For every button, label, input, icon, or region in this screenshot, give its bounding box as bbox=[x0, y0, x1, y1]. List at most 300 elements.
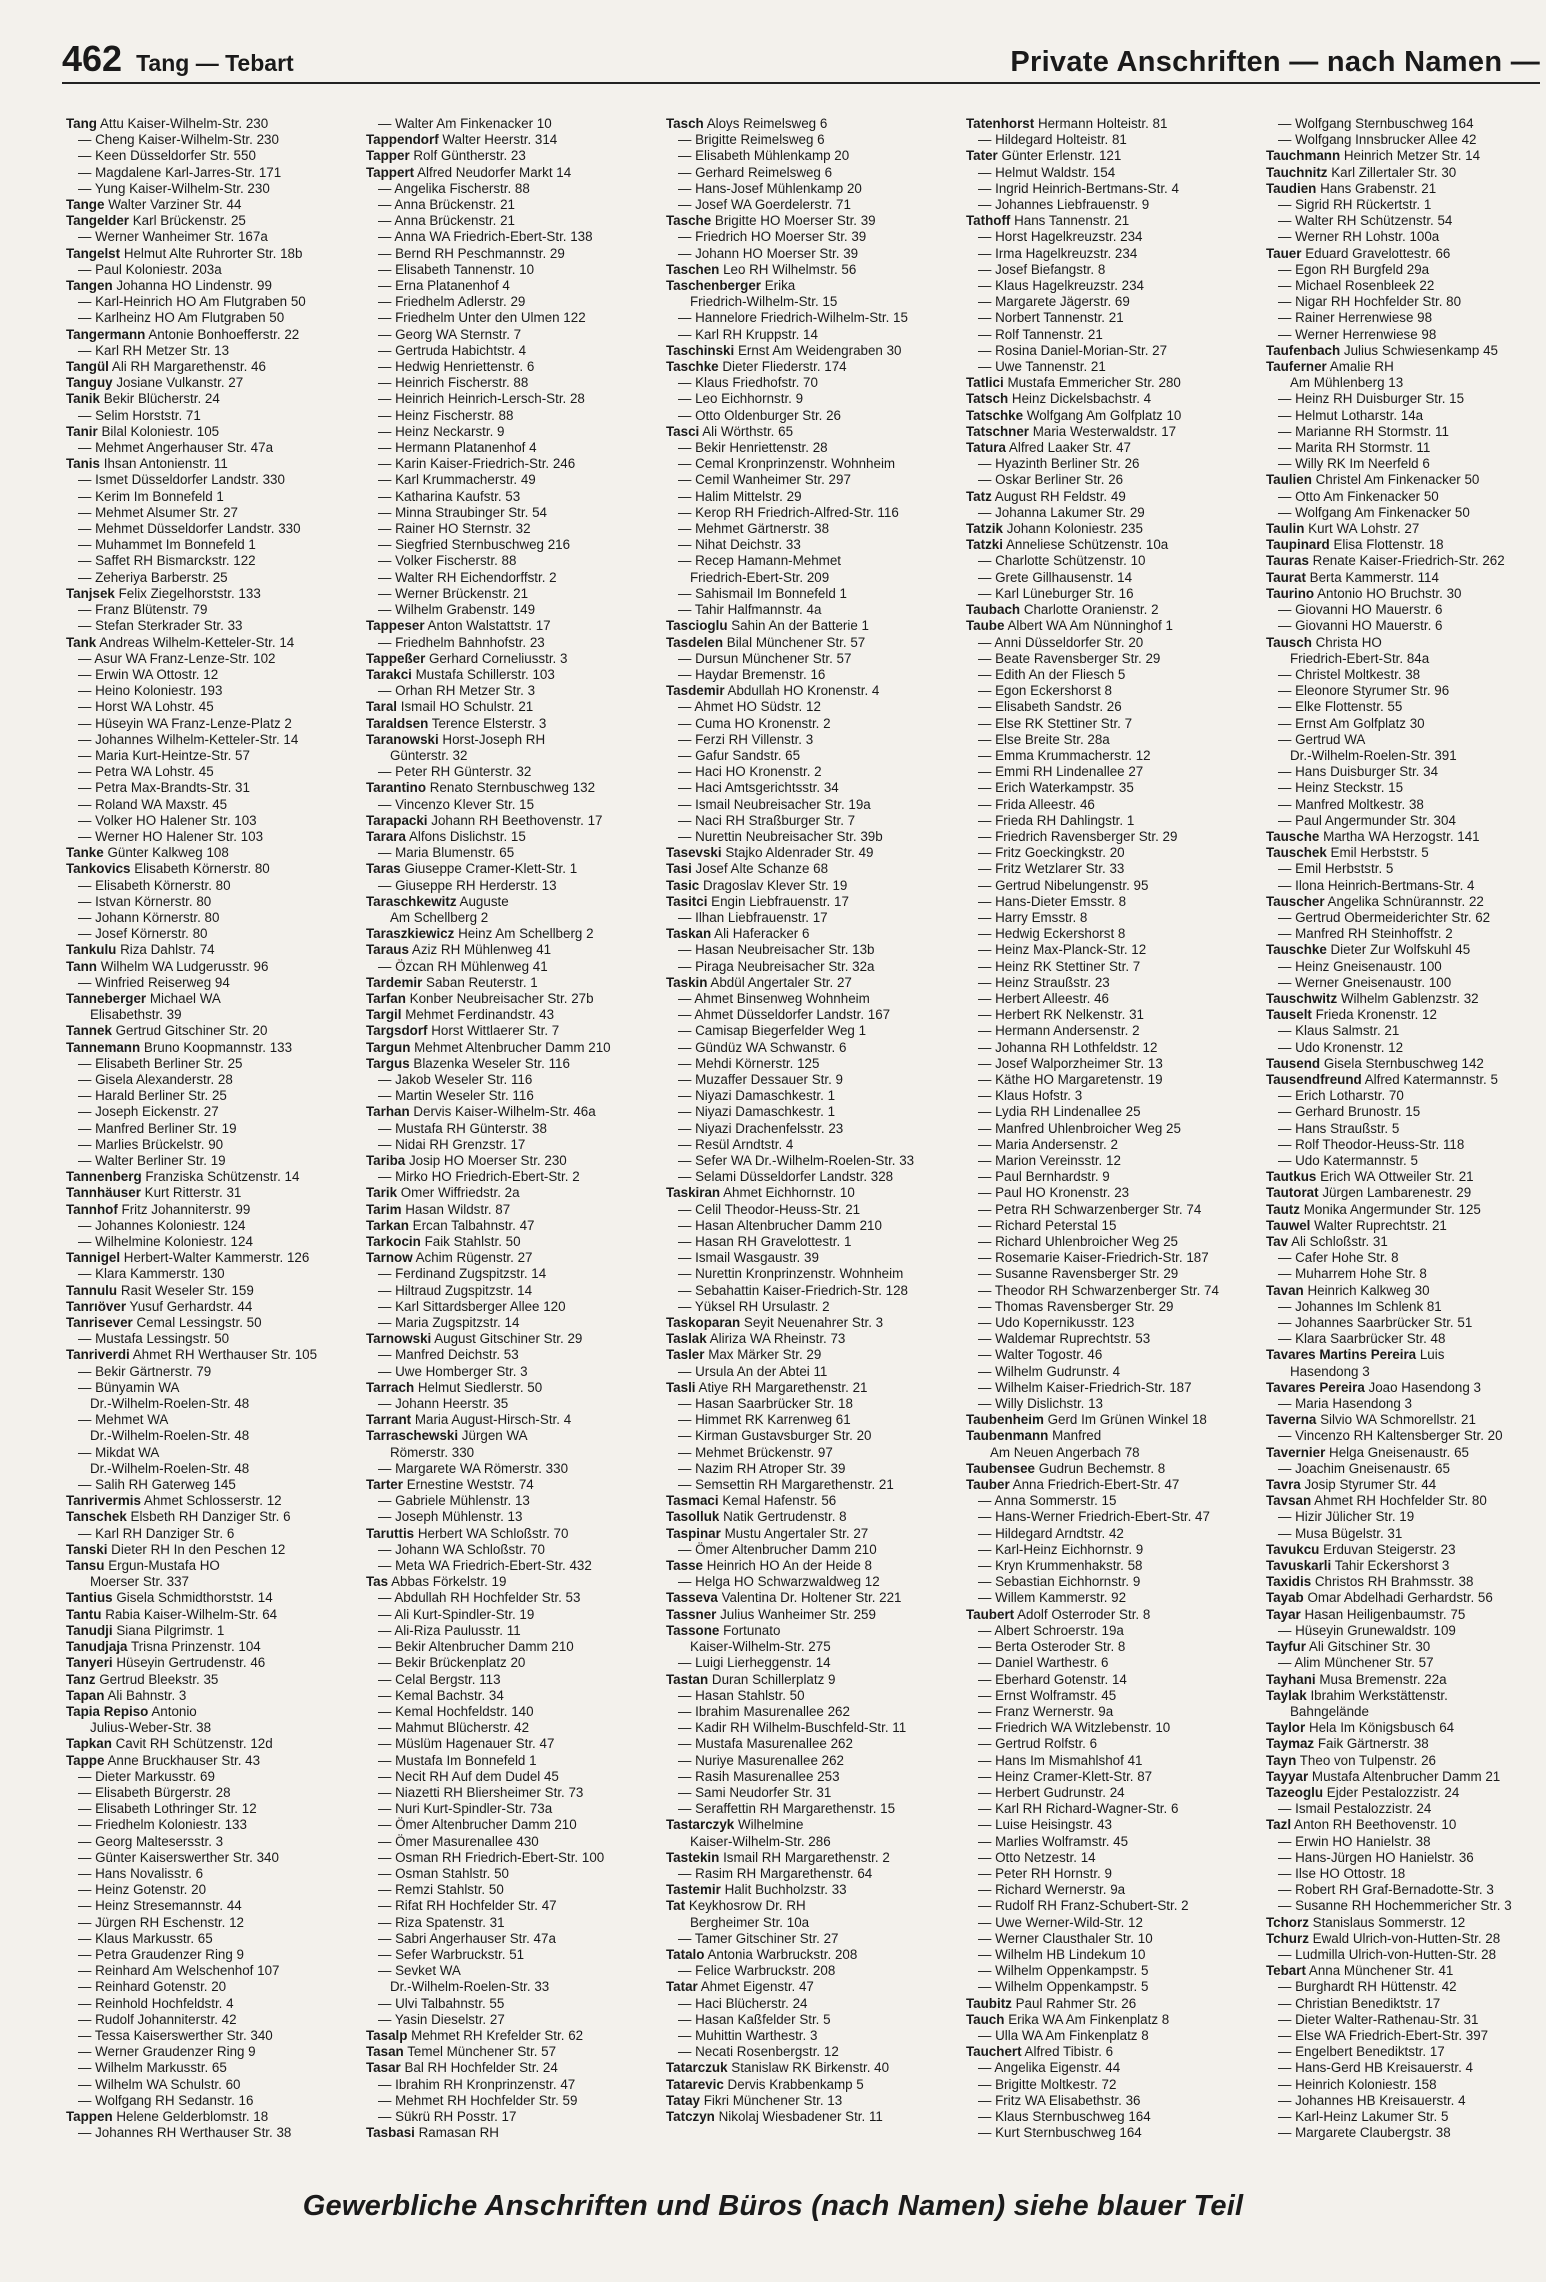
directory-entry bbox=[66, 991, 350, 1007]
entry-text: — Horst WA Lohstr. 45 bbox=[78, 699, 214, 715]
directory-entry bbox=[366, 1574, 650, 1590]
directory-entry bbox=[966, 618, 1250, 634]
surname: Tauwel bbox=[1266, 1217, 1311, 1233]
entry-text: — Dursun Münchener Str. 57 bbox=[678, 650, 852, 666]
entry-text: — Nidai RH Grenzstr. 17 bbox=[378, 1136, 526, 1152]
directory-entry bbox=[966, 1769, 1250, 1785]
directory-entry bbox=[666, 2012, 950, 2028]
entry-text: — Wolfgang RH Sedanstr. 16 bbox=[78, 2092, 254, 2108]
directory-entry bbox=[966, 278, 1250, 294]
directory-entry bbox=[966, 1639, 1250, 1655]
directory-entry bbox=[366, 1380, 650, 1396]
surname: Tarraschewski bbox=[366, 1428, 459, 1444]
directory-entry bbox=[666, 1250, 950, 1266]
entry-text: — Hermann Platanenhof 4 bbox=[378, 440, 537, 456]
entry-text: — Johannes HB Kreisauerstr. 4 bbox=[1278, 2092, 1466, 2108]
directory-entry bbox=[366, 2109, 650, 2125]
surname: Tasche bbox=[666, 213, 712, 229]
directory-entry bbox=[966, 1234, 1250, 1250]
entry-text: — Siegfried Sternbuschweg 216 bbox=[378, 537, 571, 553]
entry-text: — Sebastian Eichhornstr. 9 bbox=[978, 1574, 1141, 1590]
surname: Tassner bbox=[666, 1606, 717, 1622]
entry-text: Helmut Alte Ruhrorter Str. 18b bbox=[123, 245, 303, 261]
header-left bbox=[62, 38, 294, 80]
surname: Tasan bbox=[366, 2044, 404, 2060]
surname: Tarnow bbox=[366, 1250, 413, 1266]
entry-text: — Karl-Heinrich HO Am Flutgraben 50 bbox=[78, 294, 306, 310]
entry-text: — Heinz RK Stettiner Str. 7 bbox=[978, 958, 1141, 974]
directory-entry bbox=[1266, 489, 1546, 505]
entry-text: — Kerim Im Bonnefeld 1 bbox=[78, 488, 224, 504]
directory-entry bbox=[366, 1769, 650, 1785]
directory-entry bbox=[66, 1299, 350, 1315]
entry-text: — Margarete WA Römerstr. 330 bbox=[378, 1460, 569, 1476]
entry-text: — Niazetti RH Bliersheimer Str. 73 bbox=[378, 1784, 584, 1800]
entry-text: — Egon RH Burgfeld 29a bbox=[1278, 261, 1430, 277]
directory-entry bbox=[966, 1072, 1250, 1088]
entry-text: Anna Friedrich-Ebert-Str. 47 bbox=[1012, 1477, 1180, 1493]
surname: Tappe bbox=[66, 1752, 105, 1768]
directory-entry bbox=[66, 797, 350, 813]
surname: Tarik bbox=[366, 1185, 398, 1201]
surname: Tapper bbox=[366, 148, 410, 164]
directory-entry bbox=[366, 1088, 650, 1104]
entry-text: — Hildegard Arndtstr. 42 bbox=[978, 1525, 1124, 1541]
entry-text: — Werner Clausthaler Str. 10 bbox=[978, 1930, 1153, 1946]
entry-text: Hüseyin Gertrudenstr. 46 bbox=[116, 1655, 266, 1671]
directory-entry bbox=[1266, 246, 1546, 262]
directory-entry bbox=[366, 1655, 650, 1671]
directory-entry bbox=[666, 1331, 950, 1347]
entry-text: Fikri Münchener Str. 13 bbox=[703, 2092, 843, 2108]
surname: Tautorat bbox=[1266, 1185, 1319, 1201]
directory-entry bbox=[66, 861, 350, 877]
entry-text: Saban Reuterstr. 1 bbox=[426, 974, 538, 990]
surname: Tanudjaja bbox=[66, 1639, 128, 1655]
entry-text: — Friedhelm Unter den Ulmen 122 bbox=[378, 310, 586, 326]
entry-text: Brigitte HO Moerser Str. 39 bbox=[714, 213, 876, 229]
entry-text: — Klaus Friedhofstr. 70 bbox=[678, 375, 818, 391]
entry-text: — Mehmet WA bbox=[78, 1412, 169, 1428]
directory-entry bbox=[666, 1153, 950, 1169]
directory-entry bbox=[66, 959, 350, 975]
surname: Tasevski bbox=[666, 845, 722, 861]
directory-entry bbox=[666, 343, 950, 359]
entry-text: — Elisabeth Körnerstr. 80 bbox=[78, 877, 231, 893]
entry-text: — Johann WA Schloßstr. 70 bbox=[378, 1541, 545, 1557]
entry-text: Walter Ruprechtstr. 21 bbox=[1314, 1217, 1447, 1233]
surname: Tatenhorst bbox=[966, 116, 1035, 131]
entry-text: — Vincenzo RH Kaltensberger Str. 20 bbox=[1278, 1428, 1503, 1444]
directory-entry bbox=[1266, 2028, 1546, 2044]
entry-text: — Burghardt RH Hüttenstr. 42 bbox=[1278, 1979, 1457, 1995]
entry-text: — Heinz Gneisenaustr. 100 bbox=[1278, 958, 1442, 974]
directory-entry bbox=[366, 991, 650, 1007]
directory-entry bbox=[666, 1898, 950, 1914]
entry-text: Gertrud Gitschiner Str. 20 bbox=[115, 1023, 268, 1039]
directory-entry bbox=[366, 424, 650, 440]
directory-entry bbox=[666, 1234, 950, 1250]
entry-text: — Hizir Jülicher Str. 19 bbox=[1278, 1509, 1415, 1525]
directory-entry bbox=[366, 651, 650, 667]
surname: Tapkan bbox=[66, 1736, 112, 1752]
entry-text: Johann Koloniestr. 235 bbox=[1006, 521, 1143, 537]
directory-entry bbox=[1266, 651, 1546, 667]
directory-entry bbox=[1266, 1834, 1546, 1850]
entry-text: — Cheng Kaiser-Wilhelm-Str. 230 bbox=[78, 132, 279, 148]
surname: Tarter bbox=[366, 1477, 403, 1493]
surname: Tatay bbox=[666, 2092, 700, 2108]
directory-entry bbox=[1266, 635, 1546, 651]
entry-text: Julius Wanheimer Str. 259 bbox=[720, 1606, 876, 1622]
entry-text: — Albert Schroerstr. 19a bbox=[978, 1622, 1124, 1638]
address-continuation: Am Schellberg 2 bbox=[390, 909, 489, 925]
directory-entry bbox=[966, 2077, 1250, 2093]
directory-entry bbox=[66, 748, 350, 764]
entry-text: — Tamer Gitschiner Str. 27 bbox=[678, 1930, 839, 1946]
entry-text: — Josef Walporzheimer Str. 13 bbox=[978, 1055, 1163, 1071]
surname: Tathoff bbox=[966, 213, 1011, 229]
directory-entry bbox=[366, 586, 650, 602]
entry-text: — Elke Flottenstr. 55 bbox=[1278, 699, 1403, 715]
entry-text: Gerd Im Grünen Winkel 18 bbox=[1047, 1412, 1207, 1428]
directory-entry bbox=[1266, 2044, 1546, 2060]
directory-entry bbox=[666, 1023, 950, 1039]
directory-entry bbox=[366, 635, 650, 651]
directory-entry bbox=[966, 1753, 1250, 1769]
surname: Tatzik bbox=[966, 521, 1003, 537]
entry-text: — Heino Koloniestr. 193 bbox=[78, 683, 223, 699]
surname: Tauer bbox=[1266, 245, 1302, 261]
directory-entry bbox=[66, 570, 350, 586]
entry-text: Aloys Reimelsweg 6 bbox=[706, 116, 828, 131]
surname: Taschenberger bbox=[666, 278, 762, 294]
entry-text: — Mustafa Lessingstr. 50 bbox=[78, 1331, 230, 1347]
surname: Targsdorf bbox=[366, 1023, 428, 1039]
entry-text: — Haydar Bremenstr. 16 bbox=[678, 666, 826, 682]
directory-entry bbox=[366, 1834, 650, 1850]
directory-entry bbox=[666, 472, 950, 488]
entry-text: — Karlheinz HO Am Flutgraben 50 bbox=[78, 310, 285, 326]
directory-entry bbox=[666, 489, 950, 505]
surname: Tauchert bbox=[966, 2044, 1022, 2060]
directory-entry bbox=[366, 570, 650, 586]
entry-text: Heinz Dickelsbachstr. 4 bbox=[1011, 391, 1152, 407]
directory-entry bbox=[66, 1121, 350, 1137]
directory-entry bbox=[1266, 716, 1546, 732]
directory-entry bbox=[366, 1428, 650, 1444]
entry-text: — Naci RH Straßburger Str. 7 bbox=[678, 812, 856, 828]
directory-entry bbox=[666, 262, 950, 278]
entry-text: — Muhittin Warthestr. 3 bbox=[678, 2027, 818, 2043]
entry-text: — Ulvi Talbahnstr. 55 bbox=[378, 1995, 505, 2011]
directory-entry bbox=[66, 1898, 350, 1914]
directory-entry bbox=[666, 165, 950, 181]
entry-text: Johanna HO Lindenstr. 99 bbox=[116, 278, 272, 294]
directory-entry bbox=[66, 1412, 350, 1428]
directory-entry bbox=[366, 229, 650, 245]
directory-entry bbox=[1266, 797, 1546, 813]
surname: Tarrant bbox=[366, 1412, 412, 1428]
surname: Taras bbox=[366, 861, 401, 877]
entry-text: — Martin Weseler Str. 116 bbox=[378, 1088, 534, 1104]
entry-text: — Mirko HO Friedrich-Ebert-Str. 2 bbox=[378, 1169, 580, 1185]
entry-text: — Dieter Walter-Rathenau-Str. 31 bbox=[1278, 2011, 1479, 2027]
surname: Taverna bbox=[1266, 1412, 1317, 1428]
entry-text: Wilhelm Gablenzstr. 32 bbox=[1340, 990, 1479, 1006]
entry-text: — Friedhelm Bahnhofstr. 23 bbox=[378, 634, 545, 650]
directory-entry bbox=[666, 1218, 950, 1234]
entry-text: — Anna WA Friedrich-Ebert-Str. 138 bbox=[378, 229, 593, 245]
directory-entry bbox=[966, 1137, 1250, 1153]
entry-text: — Mikdat WA bbox=[78, 1444, 160, 1460]
directory-entry bbox=[366, 537, 650, 553]
entry-text: Giuseppe Cramer-Klett-Str. 1 bbox=[404, 861, 578, 877]
entry-text: Wolfgang Am Golfplatz 10 bbox=[1026, 407, 1182, 423]
directory-entry bbox=[1266, 1104, 1546, 1120]
directory-entry bbox=[1266, 1380, 1546, 1396]
entry-text: — Nihat Deichstr. 33 bbox=[678, 537, 801, 553]
directory-entry bbox=[966, 1104, 1250, 1120]
directory-entry bbox=[66, 343, 350, 359]
directory-entry bbox=[366, 2093, 650, 2109]
surname: Tauselt bbox=[1266, 1007, 1312, 1023]
entry-text: — Mustafa Masurenallee 262 bbox=[678, 1736, 853, 1752]
surname: Tascioglu bbox=[666, 618, 728, 634]
entry-text: — Ahmet HO Südstr. 12 bbox=[678, 699, 821, 715]
directory-entry bbox=[366, 602, 650, 618]
directory-entry bbox=[366, 1364, 650, 1380]
entry-text: — Tahir Halfmannstr. 4a bbox=[678, 602, 822, 618]
entry-text: — Heinrich Heinrich-Lersch-Str. 28 bbox=[378, 391, 585, 407]
surname: Tauber bbox=[966, 1477, 1010, 1493]
entry-text: — Ömer Altenbrucher Damm 210 bbox=[678, 1541, 877, 1557]
directory-entry bbox=[1266, 570, 1546, 586]
page-range: Tang — Tebart bbox=[136, 50, 294, 76]
surname: Tastekin bbox=[666, 1849, 720, 1865]
entry-text: Dieter RH In den Peschen 12 bbox=[111, 1541, 286, 1557]
directory-entry bbox=[966, 1623, 1250, 1639]
directory-entry bbox=[666, 1623, 950, 1639]
directory-entry bbox=[366, 1509, 650, 1525]
entry-text: Bruno Koopmannstr. 133 bbox=[143, 1039, 293, 1055]
directory-entry bbox=[366, 1137, 650, 1153]
directory-entry bbox=[666, 1315, 950, 1331]
entry-text: Alfred Tibistr. 6 bbox=[1024, 2044, 1114, 2060]
directory-entry bbox=[66, 1315, 350, 1331]
directory-entry bbox=[666, 1639, 950, 1655]
entry-text: Wilhelmine bbox=[737, 1817, 804, 1833]
directory-entry bbox=[1266, 1623, 1546, 1639]
entry-text: Atiye RH Margarethenstr. 21 bbox=[698, 1379, 868, 1395]
entry-text: Kemal Hafenstr. 56 bbox=[722, 1493, 837, 1509]
entry-text: — Manfred RH Steinhoffstr. 2 bbox=[1278, 926, 1453, 942]
directory-entry bbox=[966, 1056, 1250, 1072]
directory-entry bbox=[966, 1655, 1250, 1671]
address-continuation: Günterstr. 32 bbox=[390, 747, 468, 763]
directory-entry bbox=[366, 116, 650, 132]
directory-entry bbox=[366, 1850, 650, 1866]
directory-entry bbox=[966, 1672, 1250, 1688]
surname: Tautkus bbox=[1266, 1169, 1317, 1185]
directory-entry bbox=[66, 1218, 350, 1234]
directory-entry bbox=[1266, 2093, 1546, 2109]
entry-text: — Manfred Moltkestr. 38 bbox=[1278, 796, 1424, 812]
directory-entry bbox=[66, 910, 350, 926]
directory-entry bbox=[666, 391, 950, 407]
directory-entry bbox=[666, 1007, 950, 1023]
entry-text: — Ibrahim RH Kronprinzenstr. 47 bbox=[378, 2076, 576, 2092]
entry-text: Aziz RH Mühlenweg 41 bbox=[411, 942, 552, 958]
directory-entry bbox=[966, 1315, 1250, 1331]
directory-entry bbox=[666, 1753, 950, 1769]
directory-entry bbox=[66, 521, 350, 537]
directory-entry bbox=[366, 894, 650, 910]
surname: Tatarevic bbox=[666, 2076, 724, 2092]
entry-text: — Yasin Dieselstr. 27 bbox=[378, 2011, 505, 2027]
directory-entry bbox=[366, 1347, 650, 1363]
entry-text: — Ömer Masurenallee 430 bbox=[378, 1833, 539, 1849]
entry-text: — Mehmet Gärtnerstr. 38 bbox=[678, 521, 830, 537]
entry-text: — Herbert RK Nelkenstr. 31 bbox=[978, 1007, 1144, 1023]
entry-text: Josef Alte Schanze 68 bbox=[695, 861, 829, 877]
entry-text: — Klara Saarbrücker Str. 48 bbox=[1278, 1331, 1446, 1347]
entry-text: Amalie RH bbox=[1329, 359, 1394, 375]
directory-entry bbox=[1266, 1866, 1546, 1882]
entry-text: — Helmut Lotharstr. 14a bbox=[1278, 407, 1424, 423]
entry-text: — Johanna Lakumer Str. 29 bbox=[978, 504, 1145, 520]
surname: Tauscher bbox=[1266, 893, 1325, 909]
directory-entry bbox=[66, 1931, 350, 1947]
surname: Taschen bbox=[666, 261, 720, 277]
entry-text: — Hannelore Friedrich-Wilhelm-Str. 15 bbox=[678, 310, 908, 326]
directory-entry bbox=[966, 1023, 1250, 1039]
directory-entry bbox=[1266, 1445, 1546, 1461]
directory-entry bbox=[966, 1801, 1250, 1817]
directory-entry bbox=[66, 197, 350, 213]
directory-entry bbox=[66, 1331, 350, 1347]
entry-text: — Erwin WA Ottostr. 12 bbox=[78, 666, 219, 682]
surname: Tannek bbox=[66, 1023, 112, 1039]
directory-entry bbox=[366, 845, 650, 861]
surname: Tatura bbox=[966, 440, 1006, 456]
directory-entry bbox=[366, 1720, 650, 1736]
address-continuation: Kaiser-Wilhelm-Str. 286 bbox=[690, 1833, 831, 1849]
directory-entry bbox=[66, 262, 350, 278]
directory-entry bbox=[966, 408, 1250, 424]
entry-text: Anne Bruckhauser Str. 43 bbox=[107, 1752, 261, 1768]
surname: Tasic bbox=[666, 877, 700, 893]
directory-entry bbox=[66, 1704, 350, 1720]
directory-entry bbox=[666, 975, 950, 991]
entry-text: Hasan Wildstr. 87 bbox=[405, 1201, 511, 1217]
entry-text: Alfred Neudorfer Markt 14 bbox=[417, 164, 572, 180]
surname: Tansu bbox=[66, 1558, 105, 1574]
entry-text: Ali RH Margarethenstr. 46 bbox=[111, 359, 266, 375]
entry-text: — Mehmet Düsseldorfer Landstr. 330 bbox=[78, 521, 301, 537]
entry-text: Kurt WA Lohstr. 27 bbox=[1308, 521, 1420, 537]
entry-text: Andreas Wilhelm-Ketteler-Str. 14 bbox=[99, 634, 295, 650]
entry-text: — Nuriye Masurenallee 262 bbox=[678, 1752, 844, 1768]
directory-entry bbox=[966, 991, 1250, 1007]
entry-text: Temel Münchener Str. 57 bbox=[407, 2044, 557, 2060]
entry-text: — Emil Herbststr. 5 bbox=[1278, 861, 1394, 877]
directory-entry bbox=[966, 1250, 1250, 1266]
address-continuation: Elisabethstr. 39 bbox=[90, 1007, 182, 1023]
directory-entry bbox=[66, 1979, 350, 1995]
surname: Tannigel bbox=[66, 1250, 121, 1266]
entry-text: — Hasan Altenbrucher Damm 210 bbox=[678, 1217, 882, 1233]
address-continuation: Kaiser-Wilhelm-Str. 275 bbox=[690, 1639, 831, 1655]
directory-entry bbox=[1266, 1688, 1546, 1704]
directory-entry bbox=[1266, 1428, 1546, 1444]
directory-entry bbox=[1266, 1412, 1546, 1428]
entry-text: Gisela Sternbuschweg 142 bbox=[1323, 1055, 1484, 1071]
entry-text: — Heinrich Koloniestr. 158 bbox=[1278, 2076, 1437, 2092]
surname: Targil bbox=[366, 1007, 402, 1023]
entry-text: Fritz Johanniterstr. 99 bbox=[121, 1201, 251, 1217]
directory-entry bbox=[666, 1104, 950, 1120]
entry-text: — Giovanni HO Mauerstr. 6 bbox=[1278, 618, 1443, 634]
directory-entry bbox=[966, 1979, 1250, 1995]
directory-entry bbox=[366, 456, 650, 472]
directory-entry bbox=[666, 1688, 950, 1704]
entry-text: — Rolf Theodor-Heuss-Str. 118 bbox=[1278, 1136, 1465, 1152]
directory-entry bbox=[966, 1607, 1250, 1623]
directory-entry bbox=[366, 408, 650, 424]
entry-text: Omar Abdelhadi Gerhardstr. 56 bbox=[1307, 1590, 1493, 1606]
entry-text: — Musa Bügelstr. 31 bbox=[1278, 1525, 1403, 1541]
entry-text: — Ismet Düsseldorfer Landstr. 330 bbox=[78, 472, 285, 488]
entry-text: — Nurettin Kronprinzenstr. Wohnheim bbox=[678, 1266, 904, 1282]
directory-entry bbox=[1266, 1250, 1546, 1266]
directory-entry bbox=[1266, 1347, 1546, 1363]
directory-entry bbox=[366, 683, 650, 699]
directory-entry bbox=[966, 2012, 1250, 2028]
directory-entry bbox=[366, 1445, 650, 1461]
directory-entry bbox=[66, 505, 350, 521]
directory-entry bbox=[366, 748, 650, 764]
directory-entry bbox=[1266, 1202, 1546, 1218]
entry-text: — Hyazinth Berliner Str. 26 bbox=[978, 456, 1140, 472]
directory-entry bbox=[1266, 472, 1546, 488]
surname: Tantu bbox=[66, 1606, 102, 1622]
directory-entry bbox=[66, 1072, 350, 1088]
entry-text: — Ulla WA Am Finkenplatz 8 bbox=[978, 2027, 1149, 2043]
directory-entry bbox=[66, 116, 350, 132]
entry-text: — Ismail Wasgaustr. 39 bbox=[678, 1250, 819, 1266]
entry-text: — Wilhelm HB Lindekum 10 bbox=[978, 1946, 1146, 1962]
page-header bbox=[62, 38, 1540, 84]
entry-text: Walter Varziner Str. 44 bbox=[108, 197, 242, 213]
directory-entry bbox=[366, 359, 650, 375]
entry-text: — Daniel Warthestr. 6 bbox=[978, 1655, 1109, 1671]
directory-entry bbox=[966, 1963, 1250, 1979]
directory-entry bbox=[1266, 813, 1546, 829]
directory-entry bbox=[666, 942, 950, 958]
directory-entry bbox=[366, 1315, 650, 1331]
entry-text: — Bekir Brückenplatz 20 bbox=[378, 1655, 526, 1671]
column-4 bbox=[966, 116, 1250, 2146]
directory-entry bbox=[966, 472, 1250, 488]
directory-entry bbox=[66, 278, 350, 294]
directory-entry bbox=[1266, 1234, 1546, 1250]
surname: Tarnowski bbox=[366, 1331, 432, 1347]
entry-text: Herbert-Walter Kammerstr. 126 bbox=[123, 1250, 310, 1266]
entry-text: — Harry Emsstr. 8 bbox=[978, 909, 1088, 925]
directory-entry bbox=[1266, 2109, 1546, 2125]
directory-entry bbox=[366, 343, 650, 359]
